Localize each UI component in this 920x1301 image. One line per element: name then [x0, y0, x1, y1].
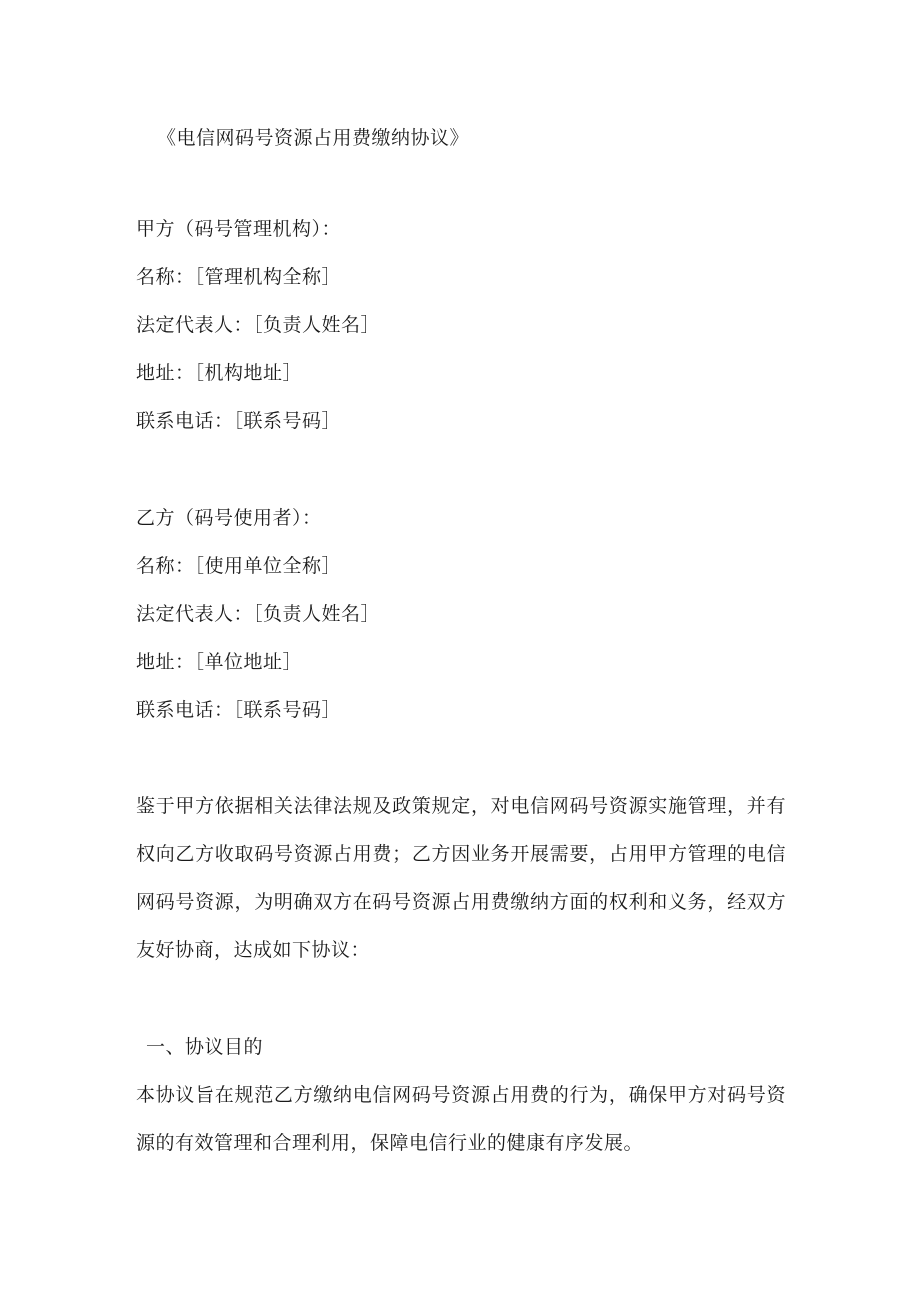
- party-b-phone: 联系电话：［联系号码］: [136, 699, 342, 721]
- party-a-address: 地址：［机构地址］: [136, 362, 303, 384]
- section-1-heading: 一、协议目的: [146, 1036, 264, 1058]
- party-b-heading: 乙方（码号使用者）：: [136, 507, 322, 529]
- party-a-heading: 甲方（码号管理机构）：: [136, 218, 342, 240]
- party-a-name: 名称：［管理机构全称］: [136, 266, 342, 288]
- section-1-body: 本协议旨在规范乙方缴纳电信网码号资源占用费的行为，确保甲方对码号资源的有效管理和合理利用，保障电信行业的健康有序发展。: [136, 1084, 786, 1154]
- party-a-representative: 法定代表人：［负责人姓名］: [136, 314, 381, 336]
- party-b-name: 名称：［使用单位全称］: [136, 555, 342, 577]
- party-b-address: 地址：［单位地址］: [136, 651, 303, 673]
- party-a-phone: 联系电话：［联系号码］: [136, 410, 342, 432]
- preamble-paragraph: 鉴于甲方依据相关法律法规及政策规定，对电信网码号资源实施管理，并有权向乙方收取码号资源占用费；乙方因业务开展需要，占用甲方管理的电信网码号资源，为明确双方在码号资源占用费缴纳方面的权利和义务，经双方友好协商，达成如下协议：: [136, 795, 786, 961]
- document-title: 《电信网码号资源占用费缴纳协议》: [157, 127, 470, 149]
- party-b-representative: 法定代表人：［负责人姓名］: [136, 603, 381, 625]
